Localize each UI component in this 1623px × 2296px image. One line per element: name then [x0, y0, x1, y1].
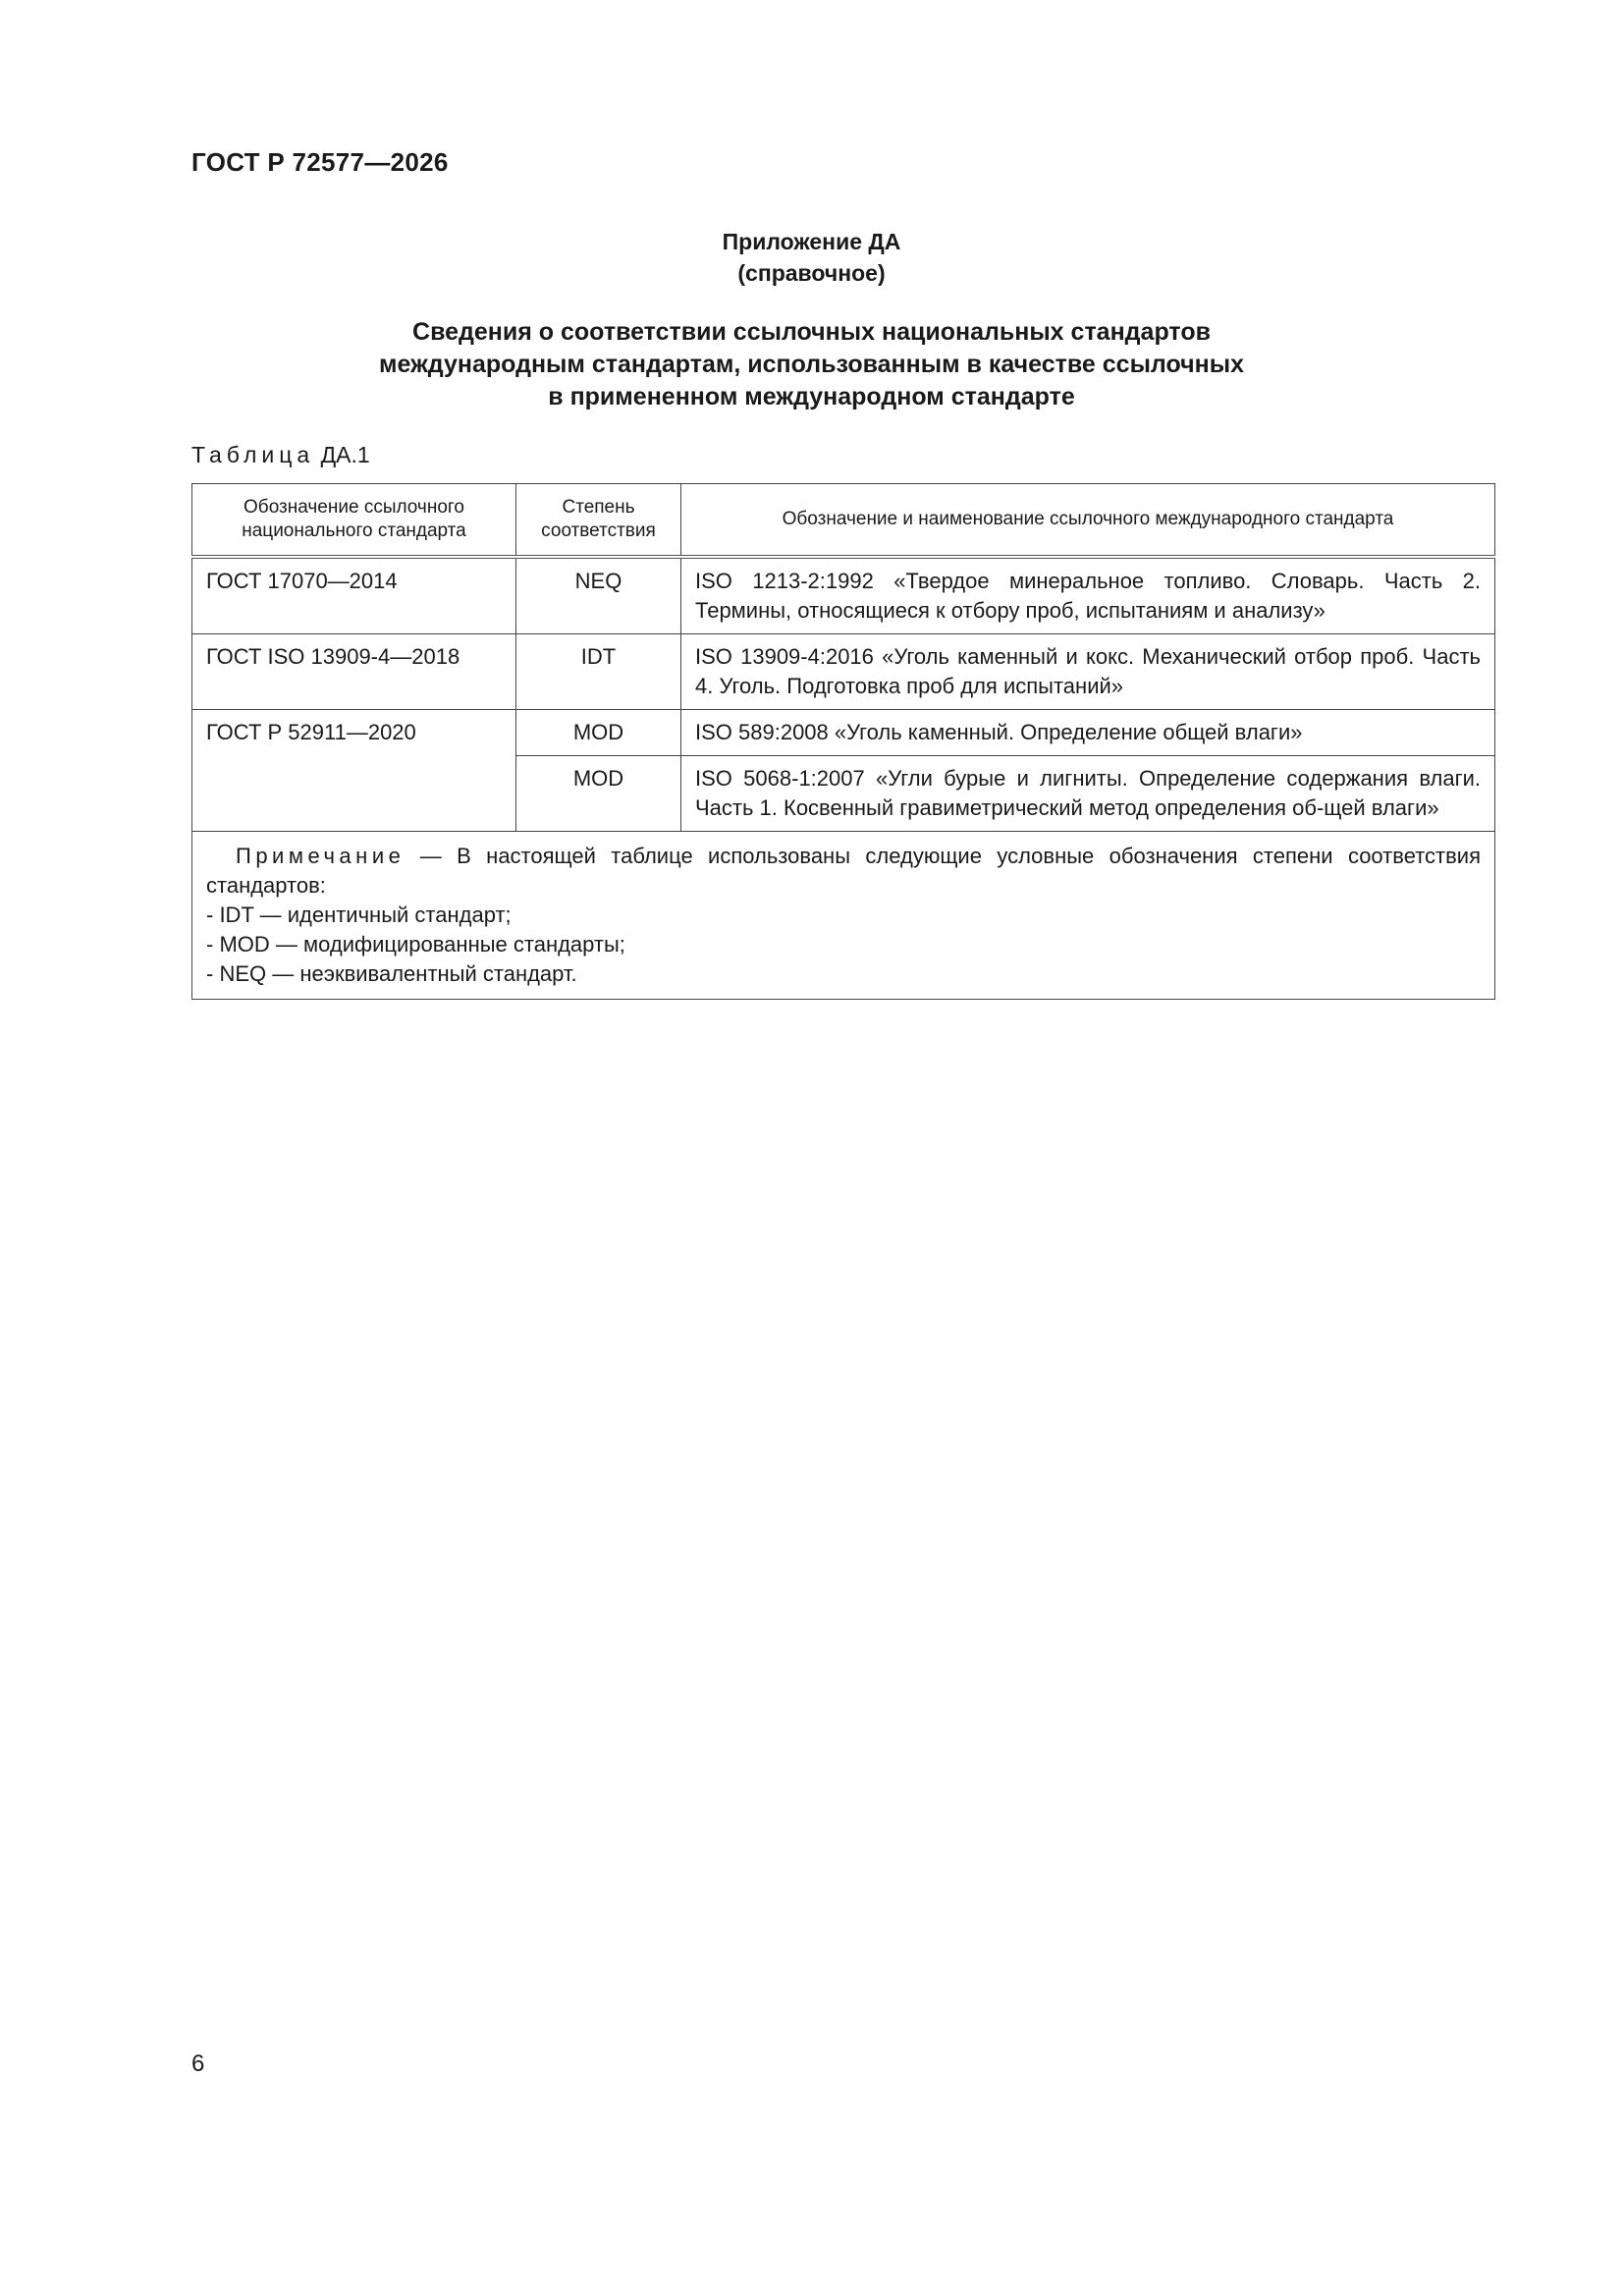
table-note [192, 832, 1495, 1000]
table-caption-number: ДА.1 [320, 442, 370, 467]
degree-cell: MOD [516, 756, 681, 832]
table-row [192, 634, 1495, 710]
international-standard-cell: ISO 589:2008 «Уголь каменный. Определение общей влаги» [681, 710, 1495, 756]
table-header-row [192, 484, 1495, 558]
header-degree: Степень соответствия [516, 484, 681, 558]
national-standard-cell: ГОСТ ISO 13909-4—2018 [192, 634, 516, 710]
annex-heading [0, 226, 1623, 289]
header-international-standard: Обозначение и наименование ссылочного международного стандарта [681, 484, 1495, 558]
international-standard-cell: ISO 13909-4:2016 «Уголь каменный и кокс. Механический отбор проб. Часть 4. Уголь. Подготовка проб для испытаний» [681, 634, 1495, 710]
document-code: ГОСТ Р 72577—2026 [191, 147, 449, 177]
note-intro [206, 842, 1481, 901]
international-standard-cell: ISO 1213-2:1992 «Твердое минеральное топливо. Словарь. Часть 2. Термины, относящиеся к отбору проб, испытаниям и анализу» [681, 557, 1495, 634]
degree-cell: IDT [516, 634, 681, 710]
table-row [192, 557, 1495, 634]
national-standard-cell: ГОСТ 17070—2014 [192, 557, 516, 634]
annex-status: (справочное) [737, 260, 886, 286]
title-line-2: международным стандартам, использованным в качестве ссылочных [379, 351, 1244, 378]
degree-cell: MOD [516, 710, 681, 756]
note-item: - MOD — модифицированные стандарты; [206, 932, 625, 957]
header-national-standard: Обозначение ссылочного национального стандарта [192, 484, 516, 558]
title-line-3: в примененном международном стандарте [548, 383, 1075, 410]
table-caption-word: Таблица [191, 442, 315, 467]
national-standard-cell: ГОСТ Р 52911—2020 [192, 710, 516, 832]
note-item: - NEQ — неэквивалентный стандарт. [206, 961, 577, 986]
degree-cell: NEQ [516, 557, 681, 634]
note-item: - IDT — идентичный стандарт; [206, 902, 512, 927]
table-caption [191, 442, 370, 468]
page-number: 6 [191, 2050, 205, 2077]
table-note-row [192, 832, 1495, 1000]
table-row [192, 710, 1495, 756]
annex-subject-title [0, 316, 1623, 413]
note-text: — В настоящей таблице использованы следующие условные обозначения степени соответствия стандартов: [206, 844, 1481, 898]
note-label: Примечание [236, 844, 406, 868]
annex-title: Приложение ДА [722, 229, 901, 254]
correspondence-table [191, 483, 1495, 1000]
international-standard-cell: ISO 5068-1:2007 «Угли бурые и лигниты. Определение содержания влаги. Часть 1. Косвенный гравиметрический метод определения об-щей влаги» [681, 756, 1495, 832]
title-line-1: Сведения о соответствии ссылочных национальных стандартов [412, 318, 1211, 346]
